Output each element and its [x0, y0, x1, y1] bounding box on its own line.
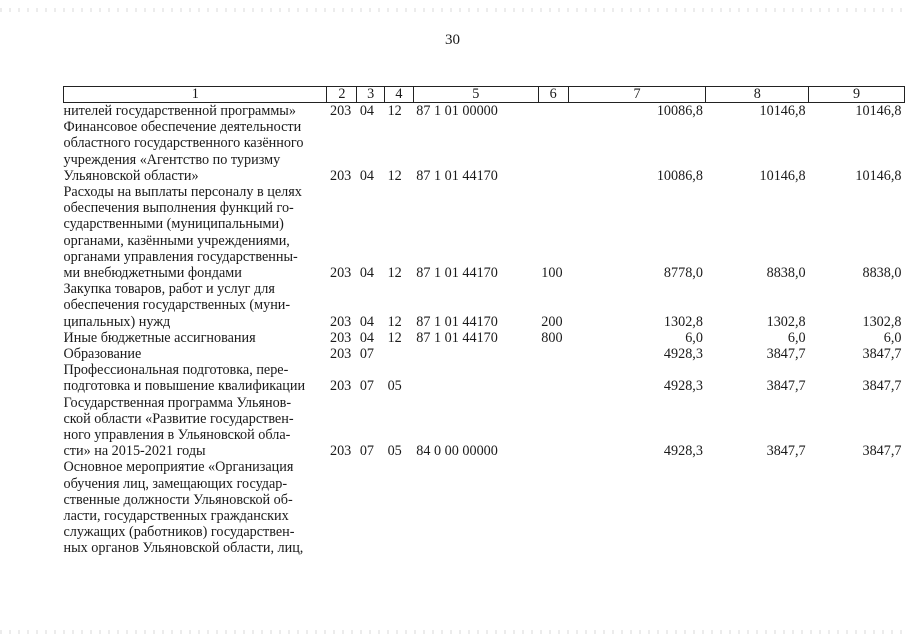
row-name-line: Профессиональная подготовка, пере- — [63, 362, 289, 379]
row-name-line: ного управления в Ульяновской обла- — [63, 427, 291, 444]
row-name-line: сударственными (муниципальными) — [63, 216, 284, 233]
row-name-line: обеспечения государственных (муни- — [63, 297, 291, 314]
col-amount-2019: 4928,3 — [663, 378, 703, 395]
col-expense-type — [538, 362, 568, 394]
col-amount-2021: 3847,7 — [862, 378, 902, 395]
col-amount-2021: 6,0 — [883, 329, 902, 346]
table-row — [64, 119, 905, 184]
col-target-article: 87 1 01 00000 — [416, 103, 498, 119]
row-name-line: Расходы на выплаты персоналу в целях — [63, 184, 302, 201]
budget-table — [63, 86, 905, 557]
col-section: 07 — [359, 346, 375, 363]
col-chapter: 203 — [329, 313, 352, 330]
header-col-8: 8 — [706, 87, 809, 103]
header-col-3: 3 — [357, 87, 385, 103]
col-target-article: 87 1 01 44170 — [416, 313, 498, 330]
row-name-line: ципальных) нужд — [63, 313, 171, 330]
table-header — [64, 87, 905, 103]
header-row — [64, 87, 905, 103]
col-chapter: 203 — [329, 346, 352, 363]
row-name-line: обучения лиц, замещающих государ- — [63, 475, 288, 492]
scan-artifact-top — [0, 8, 905, 12]
col-expense-type: 200 — [541, 313, 563, 330]
col-target-article — [413, 362, 538, 394]
scan-artifact-bottom — [0, 630, 905, 634]
col-subsection: 12 — [387, 167, 402, 184]
col-subsection: 12 — [387, 103, 402, 119]
col-amount-2020: 6,0 — [787, 329, 806, 346]
col-chapter: 203 — [329, 378, 352, 395]
col-section: 07 — [359, 378, 375, 395]
row-name — [64, 459, 327, 556]
row-name — [64, 281, 327, 330]
col-expense-type: 100 — [541, 265, 563, 282]
row-name-line: сти» на 2015-2021 годы — [63, 443, 206, 460]
row-name-line: учреждения «Агентство по туризму — [63, 151, 281, 168]
col-expense-type: 800 — [541, 329, 563, 346]
row-name — [64, 103, 327, 120]
col-amount-2021: 3847,7 — [862, 346, 902, 363]
col-amount-2021: 8838,0 — [862, 265, 902, 282]
col-subsection: 12 — [387, 313, 402, 330]
page-number: 30 — [445, 32, 460, 48]
col-amount-2020: 3847,7 — [766, 346, 806, 363]
col-section: 04 — [359, 265, 375, 282]
col-subsection: 05 — [387, 378, 402, 395]
row-name-line: подготовка и повышение квалификации — [63, 378, 306, 395]
row-name-line: Основное мероприятие «Организация — [63, 459, 294, 476]
col-subsection — [385, 459, 414, 556]
col-amount-2019: 4928,3 — [663, 443, 703, 460]
col-section: 04 — [359, 313, 375, 330]
row-name-line: Финансовое обеспечение деятельности — [63, 119, 302, 136]
col-amount-2020: 10146,8 — [759, 167, 806, 184]
col-chapter: 203 — [329, 329, 352, 346]
col-target-article — [413, 459, 538, 556]
col-amount-2020: 8838,0 — [766, 265, 806, 282]
col-amount-2019: 4928,3 — [663, 346, 703, 363]
col-subsection: 12 — [387, 329, 402, 346]
table-row — [64, 459, 905, 556]
row-name-line: нителей государственной программы» — [63, 103, 296, 119]
row-name-line: ственные должности Ульяновской об- — [63, 491, 293, 508]
col-amount-2021 — [809, 459, 905, 556]
col-target-article: 87 1 01 44170 — [416, 167, 498, 184]
col-target-article: 87 1 01 44170 — [416, 329, 498, 346]
col-amount-2020 — [706, 459, 809, 556]
col-target-article: 84 0 00 00000 — [416, 443, 498, 460]
table-row — [64, 362, 905, 394]
col-section — [357, 459, 385, 556]
col-expense-type — [538, 119, 568, 184]
row-name — [64, 330, 327, 346]
header-col-7: 7 — [568, 87, 706, 103]
col-amount-2021: 1302,8 — [862, 313, 902, 330]
header-col-1: 1 — [64, 87, 327, 103]
col-amount-2021: 10146,8 — [855, 103, 902, 119]
col-subsection: 05 — [387, 443, 402, 460]
row-name-line: ных органов Ульяновской области, лиц, — [63, 540, 304, 557]
row-name-line: Образование — [63, 346, 142, 363]
col-amount-2020: 10146,8 — [759, 103, 806, 119]
col-chapter: 203 — [329, 443, 352, 460]
col-amount-2019: 8778,0 — [663, 265, 703, 282]
col-expense-type — [538, 459, 568, 556]
col-section: 04 — [359, 103, 375, 119]
col-amount-2019: 6,0 — [685, 329, 703, 346]
table-row — [64, 103, 905, 120]
col-section: 04 — [359, 167, 375, 184]
row-name-line: Иные бюджетные ассигнования — [63, 329, 256, 346]
col-chapter: 203 — [329, 103, 352, 119]
col-amount-2021: 3847,7 — [862, 443, 902, 460]
col-subsection: 12 — [387, 265, 402, 282]
col-section: 04 — [359, 329, 375, 346]
row-name — [64, 184, 327, 281]
col-section: 07 — [359, 443, 375, 460]
col-amount-2020: 3847,7 — [766, 443, 806, 460]
table-row — [64, 346, 905, 362]
table-row — [64, 395, 905, 460]
col-chapter: 203 — [329, 265, 352, 282]
row-name — [64, 119, 327, 184]
row-name-line: областного государственного казённого — [63, 135, 304, 152]
row-name-line: органами, казёнными учреждениями, — [63, 232, 290, 249]
col-expense-type — [538, 346, 568, 362]
row-name-line: Ульяновской области» — [63, 167, 199, 184]
row-name-line: обеспечения выполнения функций го- — [63, 200, 294, 217]
col-amount-2019: 10086,8 — [656, 103, 703, 119]
col-amount-2019: 10086,8 — [656, 167, 703, 184]
col-subsection — [385, 346, 414, 362]
table-row — [64, 184, 905, 281]
col-amount-2020: 3847,7 — [766, 378, 806, 395]
col-chapter: 203 — [329, 167, 352, 184]
col-amount-2019 — [568, 459, 706, 556]
header-col-4: 4 — [385, 87, 414, 103]
row-name — [64, 346, 327, 362]
col-target-article: 87 1 01 44170 — [416, 265, 498, 282]
col-amount-2019: 1302,8 — [663, 313, 703, 330]
row-name — [64, 362, 327, 394]
table-row — [64, 330, 905, 346]
col-amount-2020: 1302,8 — [766, 313, 806, 330]
header-col-2: 2 — [327, 87, 357, 103]
header-col-9: 9 — [809, 87, 905, 103]
header-col-6: 6 — [538, 87, 568, 103]
row-name-line: органами управления государственны- — [63, 248, 298, 265]
row-name — [64, 395, 327, 460]
col-chapter — [327, 459, 357, 556]
col-expense-type — [538, 103, 568, 120]
row-name-line: служащих (работников) государствен- — [63, 524, 295, 541]
col-target-article — [413, 346, 538, 362]
row-name-line: Закупка товаров, работ и услуг для — [63, 281, 275, 298]
col-amount-2021: 10146,8 — [855, 167, 902, 184]
header-col-5: 5 — [413, 87, 538, 103]
row-name-line: ласти, государственных гражданских — [63, 508, 289, 525]
row-name-line: ской области «Развитие государствен- — [63, 410, 294, 427]
row-name-line: Государственная программа Ульянов- — [63, 394, 292, 411]
table-body — [64, 103, 905, 557]
col-expense-type — [538, 395, 568, 460]
table-row — [64, 281, 905, 330]
row-name-line: ми внебюджетными фондами — [63, 265, 242, 282]
